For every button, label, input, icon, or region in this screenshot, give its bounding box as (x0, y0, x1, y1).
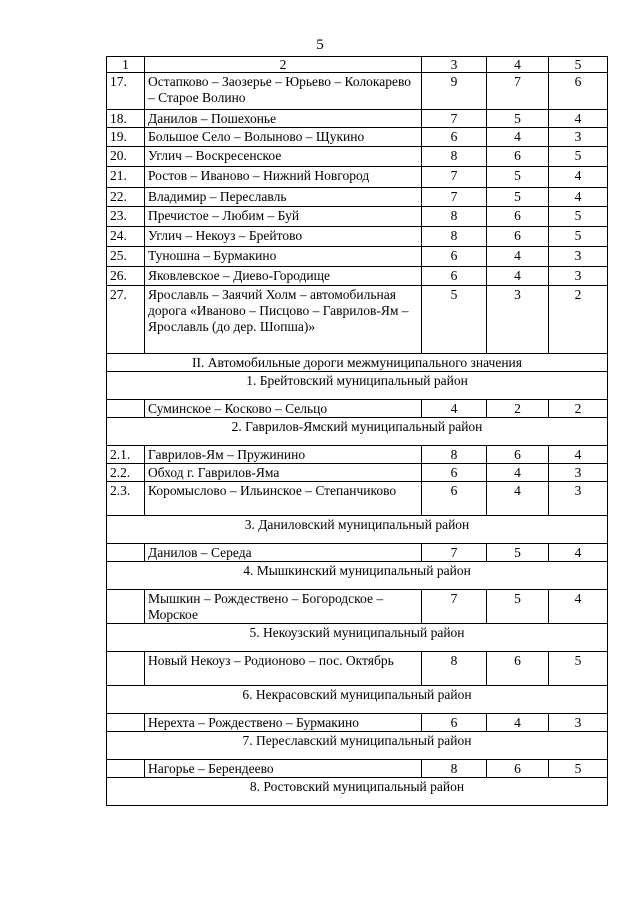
row-number (107, 714, 145, 732)
value-col3: 5 (422, 286, 487, 354)
district-heading-title: 1. Брейтовский муниципальный район (107, 372, 608, 400)
value-col3: 8 (422, 207, 487, 227)
road-name: Ярославль – Заячий Холм – автомобильная дорога «Иваново – Писцово – Гаврилов-Ям – Ярославль (до дер. Шопша)» (145, 286, 422, 354)
row-number: 20. (107, 147, 145, 167)
value-col4: 6 (487, 760, 549, 778)
value-col5: 5 (549, 760, 608, 778)
value-col4: 2 (487, 400, 549, 418)
road-name: Новый Некоуз – Родионово – пос. Октябрь (145, 652, 422, 686)
district-heading (107, 624, 608, 652)
value-col3: 6 (422, 482, 487, 516)
value-col3: 9 (422, 73, 487, 110)
district-heading (107, 732, 608, 760)
value-col5: 3 (549, 464, 608, 482)
value-col3: 7 (422, 544, 487, 562)
district-heading (107, 418, 608, 446)
road-name: Коромыслово – Ильинское – Степанчиково (145, 482, 422, 516)
row-number (107, 652, 145, 686)
road-name: Остапково – Заозерье – Юрьево – Колокарево – Старое Волино (145, 73, 422, 110)
table-row (107, 400, 608, 418)
value-col4: 4 (487, 128, 549, 147)
value-col5: 6 (549, 73, 608, 110)
row-number: 17. (107, 73, 145, 110)
road-name: Яковлевское – Диево-Городище (145, 267, 422, 286)
value-col3: 7 (422, 590, 487, 624)
table-row (107, 247, 608, 267)
value-col5: 4 (549, 446, 608, 464)
value-col5: 5 (549, 147, 608, 167)
district-heading-title: 3. Даниловский муниципальный район (107, 516, 608, 544)
table-row (107, 188, 608, 207)
value-col4: 4 (487, 247, 549, 267)
section-heading-title: II. Автомобильные дороги межмуниципального значения (107, 354, 608, 372)
value-col5: 4 (549, 544, 608, 562)
road-name: Суминское – Косково – Сельцо (145, 400, 422, 418)
road-name: Гаврилов-Ям – Пружинино (145, 446, 422, 464)
value-col5: 3 (549, 128, 608, 147)
road-name: Данилов – Пошехонье (145, 110, 422, 128)
value-col4: 4 (487, 482, 549, 516)
road-name: Обход г. Гаврилов-Яма (145, 464, 422, 482)
value-col3: 8 (422, 652, 487, 686)
value-col5: 3 (549, 482, 608, 516)
value-col3: 7 (422, 188, 487, 207)
row-number: 25. (107, 247, 145, 267)
table-row (107, 110, 608, 128)
district-heading-title: 6. Некрасовский муниципальный район (107, 686, 608, 714)
value-col5: 2 (549, 286, 608, 354)
row-number: 26. (107, 267, 145, 286)
value-col5: 5 (549, 207, 608, 227)
road-name: Углич – Некоуз – Брейтово (145, 227, 422, 247)
district-heading (107, 516, 608, 544)
column-header: 1 (107, 57, 145, 73)
value-col3: 8 (422, 760, 487, 778)
value-col4: 7 (487, 73, 549, 110)
table-row (107, 652, 608, 686)
road-name: Углич – Воскресенское (145, 147, 422, 167)
road-name: Туношна – Бурмакино (145, 247, 422, 267)
table-row (107, 760, 608, 778)
value-col5: 5 (549, 227, 608, 247)
table-row (107, 147, 608, 167)
district-heading (107, 686, 608, 714)
value-col4: 5 (487, 167, 549, 188)
district-heading-title: 4. Мышкинский муниципальный район (107, 562, 608, 590)
value-col5: 4 (549, 167, 608, 188)
road-name: Владимир – Переславль (145, 188, 422, 207)
value-col3: 6 (422, 464, 487, 482)
roads-table (106, 56, 608, 806)
column-header: 4 (487, 57, 549, 73)
row-number: 19. (107, 128, 145, 147)
value-col4: 6 (487, 207, 549, 227)
column-header: 5 (549, 57, 608, 73)
column-header: 3 (422, 57, 487, 73)
value-col3: 6 (422, 267, 487, 286)
table-row (107, 446, 608, 464)
value-col5: 4 (549, 110, 608, 128)
value-col3: 8 (422, 446, 487, 464)
district-heading (107, 372, 608, 400)
table-row (107, 714, 608, 732)
row-number: 2.3. (107, 482, 145, 516)
value-col4: 4 (487, 464, 549, 482)
district-heading (107, 778, 608, 806)
table-row (107, 227, 608, 247)
road-name: Нагорье – Берендеево (145, 760, 422, 778)
value-col5: 3 (549, 714, 608, 732)
road-name: Большое Село – Волыново – Щукино (145, 128, 422, 147)
row-number (107, 590, 145, 624)
district-heading (107, 562, 608, 590)
page-number: 5 (316, 37, 324, 53)
table-row (107, 207, 608, 227)
road-name: Пречистое – Любим – Буй (145, 207, 422, 227)
road-name: Данилов – Середа (145, 544, 422, 562)
table-row (107, 544, 608, 562)
row-number: 2.2. (107, 464, 145, 482)
value-col4: 6 (487, 227, 549, 247)
road-name: Мышкин – Рождествено – Богородское – Морское (145, 590, 422, 624)
value-col3: 7 (422, 110, 487, 128)
row-number (107, 760, 145, 778)
value-col4: 5 (487, 544, 549, 562)
road-name: Ростов – Иваново – Нижний Новгород (145, 167, 422, 188)
value-col4: 4 (487, 714, 549, 732)
row-number: 18. (107, 110, 145, 128)
table-header-row (107, 57, 608, 73)
table-row (107, 464, 608, 482)
value-col4: 5 (487, 590, 549, 624)
row-number: 27. (107, 286, 145, 354)
table-row (107, 73, 608, 110)
value-col4: 5 (487, 110, 549, 128)
table-row (107, 590, 608, 624)
column-header: 2 (145, 57, 422, 73)
value-col3: 4 (422, 400, 487, 418)
value-col4: 6 (487, 446, 549, 464)
value-col5: 3 (549, 267, 608, 286)
district-heading-title: 8. Ростовский муниципальный район (107, 778, 608, 806)
value-col4: 6 (487, 652, 549, 686)
row-number: 2.1. (107, 446, 145, 464)
district-heading-title: 5. Некоузский муниципальный район (107, 624, 608, 652)
value-col5: 3 (549, 247, 608, 267)
road-name: Нерехта – Рождествено – Бурмакино (145, 714, 422, 732)
section-heading (107, 354, 608, 372)
district-heading-title: 7. Переславский муниципальный район (107, 732, 608, 760)
row-number: 23. (107, 207, 145, 227)
value-col3: 8 (422, 147, 487, 167)
row-number (107, 544, 145, 562)
table-row (107, 482, 608, 516)
value-col5: 2 (549, 400, 608, 418)
value-col4: 3 (487, 286, 549, 354)
row-number: 21. (107, 167, 145, 188)
table-row (107, 267, 608, 286)
value-col3: 8 (422, 227, 487, 247)
table-row (107, 167, 608, 188)
district-heading-title: 2. Гаврилов-Ямский муниципальный район (107, 418, 608, 446)
row-number: 22. (107, 188, 145, 207)
value-col3: 7 (422, 167, 487, 188)
value-col5: 4 (549, 590, 608, 624)
value-col4: 5 (487, 188, 549, 207)
value-col3: 6 (422, 714, 487, 732)
value-col4: 6 (487, 147, 549, 167)
value-col3: 6 (422, 128, 487, 147)
row-number (107, 400, 145, 418)
table-row (107, 128, 608, 147)
value-col3: 6 (422, 247, 487, 267)
value-col5: 4 (549, 188, 608, 207)
value-col5: 5 (549, 652, 608, 686)
row-number: 24. (107, 227, 145, 247)
table-row (107, 286, 608, 354)
value-col4: 4 (487, 267, 549, 286)
